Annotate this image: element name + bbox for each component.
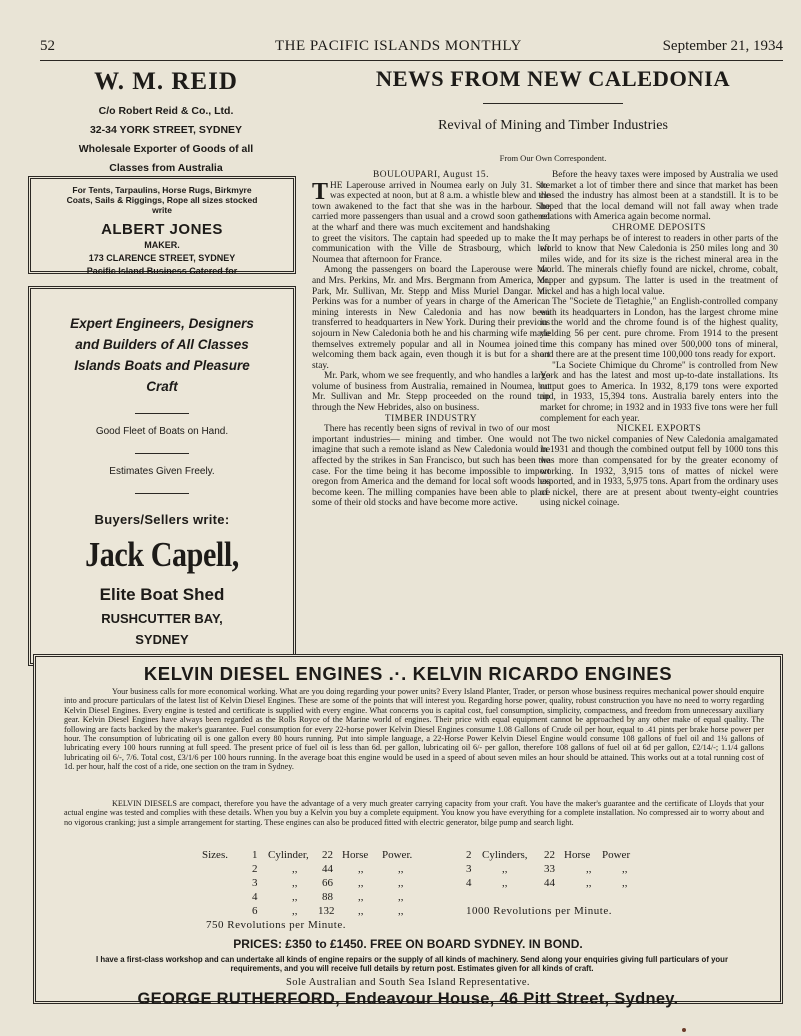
article-correspondent: From Our Own Correspondent. — [499, 153, 607, 163]
article-paragraph: It may perhaps be of interest to readers in other parts of the world to know that New Caledonia is 250 miles long and 30 miles wide, and for its size is the richest mineral area in the world. The minerals chiefly found are nickel, chrome, cobalt, copper and gypsum. The latter is used in the treatment of nickel and has a high local value. — [540, 233, 778, 297]
table-cell: 66 — [322, 877, 333, 889]
article-headline: NEWS FROM NEW CALEDONIA — [375, 66, 731, 91]
table-cell: ,, — [358, 877, 364, 889]
table-cell: 44 — [544, 877, 555, 889]
capell-city: SYDNEY — [135, 632, 189, 647]
article-paragraph: Mr. Park, whom we see frequently, and who handles a large volume of business from Australia, remained in Noumea, but Mr. Sullivan and Mr. Stepp proceeded on the round trip through the New Hebrides, also on business. — [312, 371, 550, 414]
capell-expert-line-1: Expert Engineers, Designers — [70, 316, 254, 331]
kelvin-body-2: KELVIN DIESELS are compact, therefore you have the advantage of a very much greater carrying capacity from your craft. You have the maker's guarantee and the certificate of Lloyds that your actual engine was tested and complies with these details. When you buy a Kelvin you buy a complete equipment. You know you have everything for a complete installation. No compressed air to worry about and no vigorous cranking; just a simple arrangement for starting. These engines can also be produced fitted with electric generator, bilge pump and search light. — [64, 799, 764, 827]
article-paragraph — [312, 178, 550, 266]
table-cell: 4 — [252, 891, 258, 903]
magazine-title: THE PACIFIC ISLANDS MONTHLY — [275, 38, 522, 54]
header-rule — [40, 60, 783, 61]
issue-date: September 21, 1934 — [662, 38, 783, 54]
reid-line-1: Wholesale Exporter of Goods of all — [78, 143, 254, 155]
table-cell: 132 — [318, 905, 335, 917]
table-cell: ,, — [292, 863, 298, 875]
table-cell: ,, — [622, 877, 628, 889]
table-cell: Cylinders, — [482, 849, 528, 861]
capell-bay: RUSHCUTTER BAY, — [101, 611, 223, 626]
article-subhead: Revival of Mining and Timber Industries — [438, 118, 668, 133]
capell-divider-3 — [135, 493, 189, 494]
table-cell: 2 — [252, 863, 258, 875]
table-cell: ,, — [358, 891, 364, 903]
capell-name: Jack Capell, — [85, 535, 239, 574]
albert-address: 173 CLARENCE STREET, SYDNEY — [88, 253, 236, 263]
section-heading-chrome: CHROME DEPOSITS — [612, 222, 706, 233]
section-heading-timber: TIMBER INDUSTRY — [384, 413, 478, 424]
kelvin-engines-advert — [33, 654, 783, 1008]
albert-business: Pacific Island Business Catered for — [86, 266, 238, 276]
article-paragraph: Among the passengers on board the Laperouse were Mr. and Mrs. Perkins, Mr. and Mrs. Bergmann from America, Mr. Park, Mr. Sullivan, Mr. Stepp and Miss Muriel Dangar. Mr. Perkins was for a number of years in charge of the American mining interests in New Caledonia and has now been transferred to headquarters in New York. During their previous sojourn in New Caledonia both he and his charming wife made themselves extremely popular and all in Noumea joined in welcoming them back again, even though it is but for a short stay. — [312, 265, 550, 371]
table-cell: ,, — [292, 905, 298, 917]
table-cell: 1000 Revolutions per Minute. — [466, 905, 612, 917]
article-paragraph: The "Societe de Tietaghie," an English-controlled company with its headquarters in London, has the largest chrome mine in the world and the chrome found is of the highest quality, yielding 56 per cent. pure chrome. From 1914 to the present time this company has mined over 500,000 tons of mineral, and there are at the present time 100,000 tons ready for export. — [540, 297, 778, 361]
capell-fleet: Good Fleet of Boats on Hand. — [95, 426, 229, 437]
capell-expert-text — [43, 313, 281, 397]
table-cell: 22 — [322, 849, 333, 861]
table-cell: ,, — [358, 863, 364, 875]
table-cell: 1 — [252, 849, 258, 861]
table-cell: 4 — [466, 877, 472, 889]
albert-line-3: write — [152, 205, 172, 215]
table-cell: ,, — [358, 905, 364, 917]
capell-divider-1 — [135, 413, 189, 414]
reid-name: W. M. REID — [94, 68, 238, 95]
table-cell: ,, — [502, 863, 508, 875]
table-cell: 6 — [252, 905, 258, 917]
capell-shed: Elite Boat Shed — [99, 585, 225, 604]
albert-maker: MAKER. — [144, 240, 180, 250]
albert-line-1: For Tents, Tarpaulins, Horse Rugs, Birkmyre — [72, 185, 252, 195]
albert-jones-advert — [28, 176, 296, 274]
reid-care-of: C/o Robert Reid & Co., Ltd. — [98, 105, 234, 117]
article-dateline: BOULOUPARI, August 15. — [373, 170, 489, 180]
page-number: 52 — [40, 38, 55, 54]
article-paragraph: There has recently been signs of revival in two of our most important industries— mining and timber. One would not imagine that such a remote island as New Caledonia would be affected by the strikes in San Francisco, but such has been the case. For the time being it has become impossible to import oregon from America and the demand for local soft woods has become keen. The milling companies have been able to place some of their old stocks and have become more active. — [312, 424, 550, 509]
sizes-label: Sizes. — [202, 849, 228, 861]
table-cell: ,, — [622, 863, 628, 875]
table-cell: ,, — [292, 891, 298, 903]
drop-cap: T — [312, 178, 329, 205]
table-cell: ,, — [586, 877, 592, 889]
table-cell: ,, — [398, 877, 404, 889]
table-cell: 22 — [544, 849, 555, 861]
kelvin-body-1: Your business calls for more economical working. What are you doing regarding your power units? Every Island Planter, Trader, or person whose business requires mechanical power should enquire into and procure particulars of the latest list of Kelvin Diesel Engines. These are some of the points that will interest you. Regarding horse power, quality, robust construction you have no need to worry regarding Kelvin Diesel Engines. Every engine is tested and certificate is supplied with every engine. What concerns you is capital cost, fuel consumption, simplicity, compactness, and freedom from unnecessary auxiliary gear. Kelvin Diesel Engines have always been regarded as the Rolls Royce of the Marine world of engines. Their price with equal equipment cannot be approached by any other make of equal quality. The following are facts backed by the maker's guarantee. Fuel consumption for every 22-horse power Kelvin Diesel Engines consume 1.08 Gallons of Crude oil per hour, equal to .41 pints per brake horse power per hour. The consumption of lubricating oil is one gallon every 80 hours running. Put into simple language, a 22-Horse Power Kelvin Diesel Engine would consume 108 gallons of fuel oil and 1¼ gallons of lubricating every 100 hours running at full speed. The present price of fuel oil is less than 6d. per gallon, lubricating oil 6/- per gallon, therefore 108 gallons of fuel oil at 6d per gallon, £2/14/-; 1.1/4 gallons lubricating oil 6/-, 7/6. Total cost, £3/1/6 per 100 hours running. In the average boat this engine would be used in a speed of about seven miles an hour should be attained. This works out at a total running cost of 1d. per hour, half the cost of a ride, one section on the tram in Sydney. — [64, 687, 764, 772]
reid-advert — [28, 68, 304, 178]
table-cell: ,, — [502, 877, 508, 889]
section-heading-nickel: NICKEL EXPORTS — [616, 424, 702, 435]
kelvin-title: KELVIN DIESEL ENGINES .·. KELVIN RICARDO ENGINES — [143, 663, 673, 684]
kelvin-workshop: I have a first-class workshop and can undertake all kinds of engine repairs or the supply of all kinds of machinery. Send along your enquiries giving full particulars of your requirements, and you will receive full details by return post. Estimates given for all kinds of craft. — [96, 955, 728, 973]
headline-rule — [483, 103, 623, 104]
table-cell: ,, — [292, 877, 298, 889]
kelvin-representative: GEORGE RUTHERFORD, Endeavour House, 46 Pitt Street, Sydney. — [137, 990, 679, 1008]
capell-estimates: Estimates Given Freely. — [109, 466, 215, 477]
kelvin-revolutions: 750 Revolutions per Minute. — [206, 919, 346, 931]
article-paragraph: Before the heavy taxes were imposed by Australia we used to market a lot of timber there and since that market has been closed the industry has almost been at a standstill. It is to be hoped that the local demand will not fall away when trade relations with America again become normal. — [540, 170, 778, 223]
capell-buyers: Buyers/Sellers write: — [94, 512, 230, 527]
table-cell: ,, — [398, 863, 404, 875]
article-paragraph-text: HE Laperouse arrived in Noumea early on July 31. She was expected at noon, but at 8 a.m. a whistle blew and the town awakened to the fact that she was in the harbour. She carried more passengers than usual and a crowd soon gathered at the wharf and there was much excitement and handshaking to greet the visitors. The captain had speeded up to make the communication with the Ville de Strasbourg, which left Noumea that afternoon for France. — [312, 180, 550, 265]
capell-expert-line-3: Islands Boats and Pleasure — [74, 358, 250, 373]
capell-divider-2 — [135, 453, 189, 454]
reid-address: 32-34 YORK STREET, SYDNEY — [89, 124, 243, 136]
table-cell: ,, — [398, 905, 404, 917]
print-speck — [682, 1028, 686, 1032]
table-cell: Cylinder, — [268, 849, 309, 861]
table-cell: 88 — [322, 891, 333, 903]
table-cell: ,, — [398, 891, 404, 903]
reid-line-2: Classes from Australia — [109, 162, 223, 174]
kelvin-prices: PRICES: £350 to £1450. FREE ON BOARD SYDNEY. IN BOND. — [233, 937, 583, 951]
capell-expert-line-4: Craft — [146, 379, 178, 394]
article-paragraph: The two nickel companies of New Caledonia amalgamated in 1931 and though the combined output fell by 1000 tons this was more than compensated for by the greater economy of working. In 1932, 3,915 tons of mattes of nickel were exported, and in 1933, 5,975 tons. Apart from the ordinary uses of nickel, there are at present about twenty-eight countries using nickel coinage. — [540, 434, 778, 509]
table-cell: 3 — [466, 863, 472, 875]
table-cell: 2 — [466, 849, 472, 861]
table-cell: Horse — [564, 849, 591, 861]
kelvin-sole-rep: Sole Australian and South Sea Island Representative. — [286, 977, 530, 988]
jack-capell-advert — [28, 286, 296, 666]
albert-name: ALBERT JONES — [101, 221, 223, 238]
table-cell: Horse — [342, 849, 369, 861]
left-advert-column — [28, 66, 304, 647]
albert-line-2: Coats, Sails & Riggings, Rope all sizes stocked — [66, 195, 258, 205]
table-cell: Power. — [382, 849, 413, 861]
article-paragraph: "La Societe Chimique du Chrome" is controlled from New York and has the latest and most up-to-date installations. Its output goes to America. In 1932, 8,179 tons were exported and, in 1933, 15,394 tons. Australia barely enters into the market for chrome; in 1932 and in 1933 five tons were her full complement for each year. — [540, 360, 778, 424]
table-cell: 3 — [252, 877, 258, 889]
article-column-1 — [312, 170, 550, 509]
table-cell: 33 — [544, 863, 555, 875]
table-cell: ,, — [586, 863, 592, 875]
capell-expert-line-2: and Builders of All Classes — [75, 337, 249, 352]
table-cell: 44 — [322, 863, 333, 875]
running-head — [40, 38, 783, 56]
table-cell: Power — [602, 849, 631, 861]
article-column-2 — [540, 170, 778, 509]
